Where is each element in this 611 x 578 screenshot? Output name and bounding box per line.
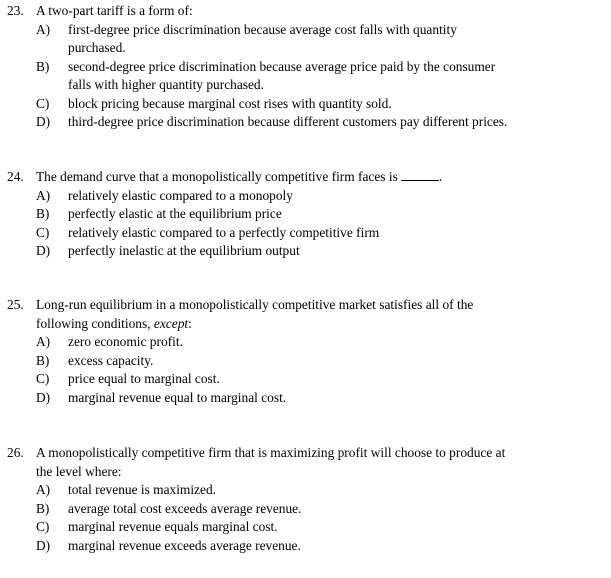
option-c[interactable] bbox=[0, 370, 606, 389]
option-a[interactable] bbox=[0, 333, 606, 352]
question-stem-continued bbox=[0, 463, 606, 482]
option-letter: A) bbox=[36, 482, 51, 497]
question-25 bbox=[0, 296, 606, 407]
option-a[interactable] bbox=[0, 187, 606, 206]
question-24 bbox=[0, 168, 606, 261]
question-number: 25. bbox=[7, 297, 24, 312]
option-text: relatively elastic compared to a perfectly competitive firm bbox=[68, 224, 380, 240]
option-d[interactable] bbox=[0, 389, 606, 408]
option-letter: B) bbox=[36, 352, 50, 368]
question-26 bbox=[0, 444, 606, 555]
option-c[interactable] bbox=[0, 518, 606, 537]
option-b[interactable] bbox=[0, 58, 606, 77]
question-stem bbox=[0, 444, 606, 463]
option-b[interactable] bbox=[0, 205, 606, 224]
option-text: block pricing because marginal cost rises with quantity sold. bbox=[68, 95, 392, 111]
option-letter: D) bbox=[36, 114, 51, 129]
option-text: zero economic profit. bbox=[68, 334, 183, 349]
question-stem-emphasis: except bbox=[153, 315, 189, 331]
option-b[interactable] bbox=[0, 500, 606, 519]
option-a[interactable] bbox=[0, 481, 606, 500]
question-number: 26. bbox=[7, 445, 24, 460]
option-c[interactable] bbox=[0, 95, 606, 114]
option-text: falls with higher quantity purchased. bbox=[68, 77, 264, 92]
option-text: perfectly elastic at the equilibrium price bbox=[68, 206, 282, 221]
option-a[interactable] bbox=[0, 21, 606, 40]
option-letter: A) bbox=[36, 187, 51, 203]
question-stem-line: Long-run equilibrium in a monopolistically competitive market satisfies all of the bbox=[36, 297, 474, 312]
question-stem bbox=[0, 2, 606, 21]
option-d[interactable] bbox=[0, 242, 606, 261]
option-text: price equal to marginal cost. bbox=[68, 371, 220, 386]
question-23 bbox=[0, 2, 606, 132]
option-text: average total cost exceeds average revenue. bbox=[68, 500, 302, 516]
option-letter: A) bbox=[36, 21, 51, 37]
option-letter: C) bbox=[36, 224, 50, 240]
option-d[interactable] bbox=[0, 113, 606, 132]
option-text: total revenue is maximized. bbox=[68, 482, 216, 497]
option-d[interactable] bbox=[0, 537, 606, 556]
option-b[interactable] bbox=[0, 352, 606, 371]
option-text: marginal revenue equal to marginal cost. bbox=[68, 389, 287, 405]
question-stem-line: A two-part tariff is a form of: bbox=[36, 3, 193, 18]
question-stem-text: following conditions, bbox=[36, 315, 151, 331]
option-letter: B) bbox=[36, 206, 50, 221]
question-stem-suffix: : bbox=[188, 315, 192, 331]
option-b-continued bbox=[0, 76, 606, 95]
option-text: third-degree price discrimination because different customers pay different prices. bbox=[68, 114, 508, 129]
option-c[interactable] bbox=[0, 224, 606, 243]
question-stem-continued bbox=[0, 315, 606, 334]
option-letter: D) bbox=[36, 389, 51, 405]
question-number: 23. bbox=[7, 3, 24, 18]
option-text: perfectly inelastic at the equilibrium output bbox=[68, 243, 300, 258]
question-stem bbox=[0, 296, 606, 315]
option-text: relatively elastic compared to a monopoly bbox=[68, 187, 293, 203]
option-text: excess capacity. bbox=[68, 352, 154, 368]
answer-blank bbox=[401, 168, 439, 181]
question-stem-line bbox=[36, 315, 192, 334]
option-letter: B) bbox=[36, 58, 50, 74]
question-stem-line bbox=[36, 168, 442, 187]
question-stem-line: A monopolistically competitive firm that is maximizing profit will choose to produce at bbox=[36, 445, 506, 460]
option-letter: C) bbox=[36, 95, 50, 111]
option-letter: A) bbox=[36, 334, 51, 349]
option-text: second-degree price discrimination because average price paid by the consumer bbox=[68, 58, 496, 74]
option-letter: C) bbox=[36, 371, 50, 386]
question-stem-suffix: . bbox=[438, 169, 443, 184]
question-stem bbox=[0, 168, 606, 187]
option-a-continued bbox=[0, 39, 606, 58]
option-letter: D) bbox=[36, 243, 51, 258]
option-text: first-degree price discrimination because average cost falls with quantity bbox=[68, 21, 457, 37]
option-text: marginal revenue equals marginal cost. bbox=[68, 519, 278, 534]
option-text: purchased. bbox=[68, 40, 126, 55]
option-letter: C) bbox=[36, 519, 50, 534]
question-number: 24. bbox=[7, 169, 24, 184]
option-letter: D) bbox=[36, 537, 51, 553]
option-letter: B) bbox=[36, 500, 50, 516]
question-stem-text: The demand curve that a monopolistically competitive firm faces is bbox=[36, 169, 398, 184]
option-text: marginal revenue exceeds average revenue. bbox=[68, 537, 301, 553]
question-stem-line: the level where: bbox=[36, 463, 122, 479]
